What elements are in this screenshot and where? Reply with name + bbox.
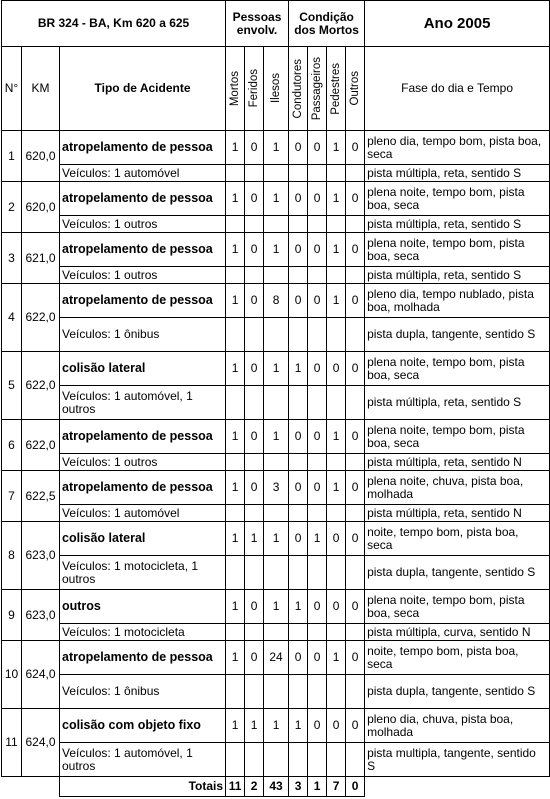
accident-subrow — [2, 267, 550, 284]
empty-cell — [327, 386, 346, 420]
accident-km: 622,5 — [22, 471, 60, 522]
accident-vehicles: Veículos: 1 ônibus — [60, 675, 226, 709]
empty-cell — [327, 454, 346, 471]
accident-subrow — [2, 386, 550, 420]
accident-condutores: 0 — [289, 182, 308, 216]
empty-cell — [327, 624, 346, 641]
empty-cell — [245, 624, 264, 641]
accident-subrow — [2, 675, 550, 709]
accident-type: colisão lateral — [60, 522, 226, 556]
col-mortos-header — [226, 47, 245, 131]
header-row-columns — [2, 47, 550, 131]
empty-cell — [226, 216, 245, 233]
empty-cell — [264, 743, 289, 777]
empty-cell — [226, 267, 245, 284]
accident-pedestres: 0 — [327, 709, 346, 743]
accident-ilesos: 1 — [264, 131, 289, 165]
empty-cell — [245, 386, 264, 420]
accident-feridos: 0 — [245, 471, 264, 505]
empty-cell — [346, 556, 365, 590]
accident-passageiros: 0 — [308, 284, 327, 318]
accident-ilesos: 1 — [264, 233, 289, 267]
accident-tempo: plena noite, tempo bom, pista boa, seca — [365, 420, 550, 454]
empty-cell — [264, 267, 289, 284]
accident-vehicles: Veículos: 1 motocicleta — [60, 624, 226, 641]
accident-pedestres: 1 — [327, 420, 346, 454]
accident-tempo: noite, tempo bom, pista boa, seca — [365, 641, 550, 675]
empty-cell — [289, 556, 308, 590]
accident-ilesos: 3 — [264, 471, 289, 505]
accident-subrow — [2, 556, 550, 590]
col-km-header: KM — [22, 47, 60, 131]
accident-number: 3 — [2, 233, 22, 284]
accident-subrow — [2, 505, 550, 522]
empty-cell — [308, 267, 327, 284]
empty-cell — [226, 386, 245, 420]
accident-feridos: 0 — [245, 420, 264, 454]
total-mortos: 11 — [226, 777, 245, 797]
total-condutores: 3 — [289, 777, 308, 797]
accident-km: 621,0 — [22, 233, 60, 284]
accident-pedestres: 1 — [327, 641, 346, 675]
col-tipo-header: Tipo de Acidente — [60, 47, 226, 131]
accident-type: atropelamento de pessoa — [60, 233, 226, 267]
empty-cell — [289, 454, 308, 471]
total-passageiros: 1 — [308, 777, 327, 797]
accident-condutores: 0 — [289, 420, 308, 454]
accident-passageiros: 0 — [308, 131, 327, 165]
accident-ilesos: 1 — [264, 590, 289, 624]
empty-cell — [226, 556, 245, 590]
accident-table — [1, 0, 550, 797]
empty-cell — [346, 743, 365, 777]
empty-cell — [308, 318, 327, 352]
accident-mortos: 1 — [226, 182, 245, 216]
totals-blank — [2, 777, 60, 797]
empty-cell — [226, 675, 245, 709]
col-feridos-header — [245, 47, 264, 131]
accident-mortos: 1 — [226, 352, 245, 386]
empty-cell — [346, 318, 365, 352]
empty-cell — [327, 267, 346, 284]
accident-ilesos: 24 — [264, 641, 289, 675]
empty-cell — [346, 165, 365, 182]
accident-type: colisão lateral — [60, 352, 226, 386]
pessoas-group-header: Pessoas envolv. — [226, 1, 289, 47]
accident-row — [2, 641, 550, 675]
accident-outros: 0 — [346, 420, 365, 454]
empty-cell — [289, 386, 308, 420]
accident-tempo: plena noite, tempo bom, pista boa, seca — [365, 182, 550, 216]
accident-ilesos: 1 — [264, 182, 289, 216]
accident-pedestres: 0 — [327, 522, 346, 556]
accident-tempo: plena noite, tempo bom, pista boa, seca — [365, 233, 550, 267]
accident-pedestres: 0 — [327, 590, 346, 624]
empty-cell — [289, 624, 308, 641]
accident-condutores: 0 — [289, 471, 308, 505]
accident-mortos: 1 — [226, 641, 245, 675]
empty-cell — [264, 505, 289, 522]
accident-condutores: 0 — [289, 131, 308, 165]
empty-cell — [264, 454, 289, 471]
accident-pista: pista dupla, tangente, sentido S — [365, 556, 550, 590]
accident-row — [2, 352, 550, 386]
accident-row — [2, 522, 550, 556]
accident-feridos: 1 — [245, 709, 264, 743]
accident-row — [2, 709, 550, 743]
col-pedestres-header — [327, 47, 346, 131]
empty-cell — [346, 505, 365, 522]
accident-passageiros: 0 — [308, 471, 327, 505]
empty-cell — [289, 675, 308, 709]
empty-cell — [245, 743, 264, 777]
accident-mortos: 1 — [226, 590, 245, 624]
accident-pedestres: 1 — [327, 182, 346, 216]
accident-km: 624,0 — [22, 709, 60, 777]
accident-pista: pista múltipla, reta, sentido S — [365, 386, 550, 420]
accident-ilesos: 8 — [264, 284, 289, 318]
empty-cell — [327, 165, 346, 182]
accident-number: 9 — [2, 590, 22, 641]
empty-cell — [289, 267, 308, 284]
empty-cell — [308, 743, 327, 777]
col-ilesos-label: Ilesos — [269, 73, 282, 104]
empty-cell — [308, 216, 327, 233]
accident-vehicles: Veículos: 1 automóvel, 1 outros — [60, 386, 226, 420]
accident-outros: 0 — [346, 641, 365, 675]
accident-passageiros: 0 — [308, 641, 327, 675]
accident-number: 11 — [2, 709, 22, 777]
accident-tempo: pleno dia, tempo bom, pista boa, seca — [365, 131, 550, 165]
empty-cell — [226, 743, 245, 777]
accident-feridos: 0 — [245, 233, 264, 267]
empty-cell — [245, 675, 264, 709]
accident-mortos: 1 — [226, 471, 245, 505]
accident-subrow — [2, 165, 550, 182]
accident-subrow — [2, 216, 550, 233]
accident-tempo: noite, tempo bom, pista boa, seca — [365, 522, 550, 556]
report-title: BR 324 - BA, Km 620 a 625 — [2, 1, 226, 47]
empty-cell — [289, 216, 308, 233]
accident-table-body — [2, 1, 550, 797]
accident-outros: 0 — [346, 522, 365, 556]
empty-cell — [289, 165, 308, 182]
accident-tempo: plena noite, tempo bom, pista boa, seca — [365, 352, 550, 386]
empty-cell — [327, 556, 346, 590]
accident-vehicles: Veículos: 1 outros — [60, 267, 226, 284]
total-ilesos: 43 — [264, 777, 289, 797]
accident-tempo: plena noite, tempo bom, pista boa, seca — [365, 590, 550, 624]
accident-passageiros: 0 — [308, 182, 327, 216]
accident-outros: 0 — [346, 590, 365, 624]
accident-pedestres: 1 — [327, 131, 346, 165]
totals-row — [2, 777, 550, 797]
col-passageiros-header — [308, 47, 327, 131]
year-header: Ano 2005 — [365, 1, 550, 47]
accident-condutores: 1 — [289, 590, 308, 624]
accident-tempo: plena noite, chuva, pista boa, molhada — [365, 471, 550, 505]
accident-tempo: pleno dia, chuva, pista boa, molhada — [365, 709, 550, 743]
empty-cell — [226, 318, 245, 352]
accident-km: 623,0 — [22, 590, 60, 641]
accident-row — [2, 131, 550, 165]
col-passageiros-label: Passageiros — [310, 56, 323, 121]
accident-pista: pista multipla, tangente, sentido S — [365, 743, 550, 777]
accident-row — [2, 284, 550, 318]
empty-cell — [264, 165, 289, 182]
accident-km: 620,0 — [22, 131, 60, 182]
empty-cell — [308, 556, 327, 590]
col-ilesos-header — [264, 47, 289, 131]
accident-row — [2, 420, 550, 454]
accident-outros: 0 — [346, 182, 365, 216]
accident-pista: pista múltipla, reta, sentido S — [365, 267, 550, 284]
accident-pista: pista múltipla, reta, sentido S — [365, 216, 550, 233]
accident-passageiros: 0 — [308, 233, 327, 267]
empty-cell — [327, 675, 346, 709]
empty-cell — [245, 318, 264, 352]
accident-number: 10 — [2, 641, 22, 709]
accident-type: atropelamento de pessoa — [60, 420, 226, 454]
accident-mortos: 1 — [226, 522, 245, 556]
empty-cell — [308, 624, 327, 641]
empty-cell — [346, 267, 365, 284]
accident-pedestres: 1 — [327, 471, 346, 505]
empty-cell — [327, 743, 346, 777]
empty-cell — [308, 454, 327, 471]
total-outros: 0 — [346, 777, 365, 797]
accident-ilesos: 1 — [264, 420, 289, 454]
accident-type: atropelamento de pessoa — [60, 284, 226, 318]
accident-feridos: 0 — [245, 182, 264, 216]
accident-pedestres: 1 — [327, 284, 346, 318]
accident-number: 1 — [2, 131, 22, 182]
condicao-group-header: Condição dos Mortos — [289, 1, 365, 47]
empty-cell — [308, 165, 327, 182]
empty-cell — [289, 505, 308, 522]
accident-mortos: 1 — [226, 131, 245, 165]
accident-outros: 0 — [346, 131, 365, 165]
accident-passageiros: 0 — [308, 352, 327, 386]
col-feridos-label: Feridos — [247, 69, 260, 108]
col-condutores-header — [289, 47, 308, 131]
accident-km: 622,0 — [22, 420, 60, 471]
accident-vehicles: Veículos: 1 outros — [60, 216, 226, 233]
accident-condutores: 0 — [289, 522, 308, 556]
accident-ilesos: 1 — [264, 352, 289, 386]
accident-ilesos: 1 — [264, 522, 289, 556]
empty-cell — [245, 454, 264, 471]
empty-cell — [346, 454, 365, 471]
accident-km: 624,0 — [22, 641, 60, 709]
accident-subrow — [2, 624, 550, 641]
accident-feridos: 0 — [245, 352, 264, 386]
empty-cell — [264, 675, 289, 709]
accident-number: 2 — [2, 182, 22, 233]
accident-outros: 0 — [346, 284, 365, 318]
accident-condutores: 0 — [289, 233, 308, 267]
empty-cell — [346, 624, 365, 641]
accident-number: 8 — [2, 522, 22, 590]
header-row-top — [2, 1, 550, 47]
empty-cell — [327, 318, 346, 352]
accident-feridos: 0 — [245, 590, 264, 624]
col-pedestres-label: Pedestres — [329, 62, 342, 115]
accident-mortos: 1 — [226, 233, 245, 267]
accident-pista: pista múltipla, reta, sentido S — [365, 165, 550, 182]
accident-condutores: 1 — [289, 352, 308, 386]
empty-cell — [327, 505, 346, 522]
accident-pedestres: 1 — [327, 233, 346, 267]
accident-subrow — [2, 743, 550, 777]
accident-km: 623,0 — [22, 522, 60, 590]
accident-feridos: 0 — [245, 284, 264, 318]
empty-cell — [346, 386, 365, 420]
col-outros-label: Outros — [348, 71, 361, 106]
accident-condutores: 0 — [289, 284, 308, 318]
accident-km: 620,0 — [22, 182, 60, 233]
accident-type: outros — [60, 590, 226, 624]
empty-cell — [245, 556, 264, 590]
accident-number: 4 — [2, 284, 22, 352]
accident-row — [2, 471, 550, 505]
accident-vehicles: Veículos: 1 ônibus — [60, 318, 226, 352]
empty-cell — [308, 505, 327, 522]
accident-row — [2, 590, 550, 624]
accident-vehicles: Veículos: 1 outros — [60, 454, 226, 471]
accident-feridos: 0 — [245, 131, 264, 165]
accident-passageiros: 0 — [308, 590, 327, 624]
empty-cell — [245, 505, 264, 522]
accident-type: colisão com objeto fixo — [60, 709, 226, 743]
accident-pista: pista múltipla, reta, sentido N — [365, 505, 550, 522]
empty-cell — [264, 216, 289, 233]
accident-pista: pista múltipla, reta, sentido N — [365, 454, 550, 471]
empty-cell — [346, 675, 365, 709]
accident-row — [2, 233, 550, 267]
total-feridos: 2 — [245, 777, 264, 797]
accident-number: 7 — [2, 471, 22, 522]
accident-type: atropelamento de pessoa — [60, 131, 226, 165]
accident-mortos: 1 — [226, 284, 245, 318]
col-n-header: N° — [2, 47, 22, 131]
empty-cell — [264, 556, 289, 590]
empty-cell — [245, 216, 264, 233]
accident-vehicles: Veículos: 1 automóvel — [60, 165, 226, 182]
accident-feridos: 0 — [245, 641, 264, 675]
empty-cell — [308, 675, 327, 709]
empty-cell — [289, 318, 308, 352]
empty-cell — [245, 165, 264, 182]
accident-subrow — [2, 454, 550, 471]
accident-mortos: 1 — [226, 420, 245, 454]
col-mortos-label: Mortos — [228, 70, 241, 107]
total-pedestres: 7 — [327, 777, 346, 797]
empty-cell — [226, 624, 245, 641]
accident-condutores: 1 — [289, 709, 308, 743]
accident-subrow — [2, 318, 550, 352]
empty-cell — [327, 216, 346, 233]
accident-vehicles: Veículos: 1 motocicleta, 1 outros — [60, 556, 226, 590]
accident-pista: pista múltipla, curva, sentido N — [365, 624, 550, 641]
accident-type: atropelamento de pessoa — [60, 471, 226, 505]
accident-outros: 0 — [346, 471, 365, 505]
empty-cell — [264, 624, 289, 641]
col-condutores-label: Condutores — [291, 58, 304, 119]
empty-cell — [226, 505, 245, 522]
accident-number: 6 — [2, 420, 22, 471]
accident-vehicles: Veículos: 1 automóvel — [60, 505, 226, 522]
accident-pista: pista dupla, tangente, sentido S — [365, 318, 550, 352]
empty-cell — [346, 216, 365, 233]
accident-type: atropelamento de pessoa — [60, 182, 226, 216]
empty-cell — [264, 386, 289, 420]
accident-passageiros: 0 — [308, 709, 327, 743]
totals-tail — [365, 777, 550, 797]
accident-outros: 0 — [346, 352, 365, 386]
accident-pedestres: 0 — [327, 352, 346, 386]
accident-outros: 0 — [346, 709, 365, 743]
accident-tempo: pleno dia, tempo nublado, pista boa, molhada — [365, 284, 550, 318]
accident-passageiros: 1 — [308, 522, 327, 556]
empty-cell — [308, 386, 327, 420]
accident-condutores: 0 — [289, 641, 308, 675]
accident-ilesos: 1 — [264, 709, 289, 743]
accident-passageiros: 0 — [308, 420, 327, 454]
empty-cell — [226, 165, 245, 182]
accident-feridos: 1 — [245, 522, 264, 556]
accident-km: 622,0 — [22, 352, 60, 420]
accident-km: 622,0 — [22, 284, 60, 352]
accident-number: 5 — [2, 352, 22, 420]
empty-cell — [245, 267, 264, 284]
accident-outros: 0 — [346, 233, 365, 267]
empty-cell — [226, 454, 245, 471]
empty-cell — [289, 743, 308, 777]
totals-label: Totais — [60, 777, 226, 797]
col-fase-header: Fase do dia e Tempo — [365, 47, 550, 131]
accident-row — [2, 182, 550, 216]
accident-pista: pista dupla, tangente, sentido S — [365, 675, 550, 709]
empty-cell — [264, 318, 289, 352]
col-outros-header — [346, 47, 365, 131]
accident-type: atropelamento de pessoa — [60, 641, 226, 675]
accident-vehicles: Veículos: 1 automóvel, 1 outros — [60, 743, 226, 777]
accident-mortos: 1 — [226, 709, 245, 743]
